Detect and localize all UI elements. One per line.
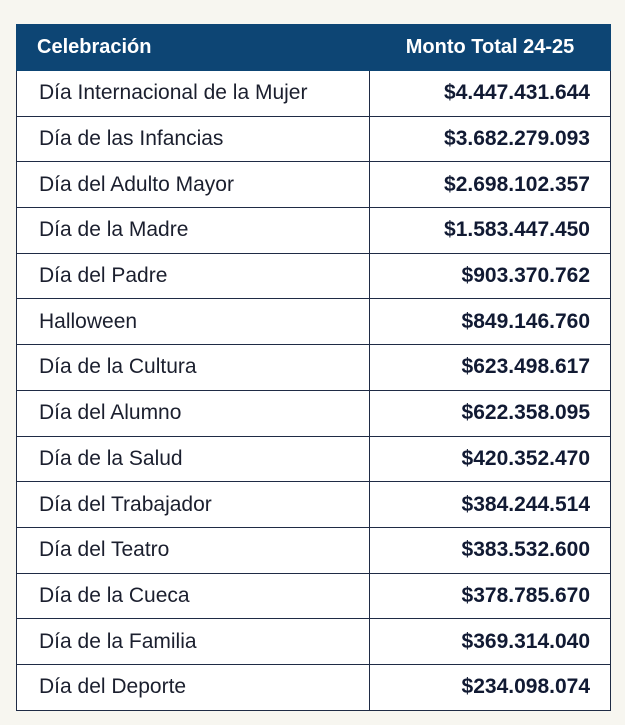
celebration-amount: $378.785.670 — [370, 573, 611, 619]
celebration-amount: $849.146.760 — [370, 299, 611, 345]
celebration-name: Día del Padre — [17, 253, 370, 299]
table-row — [17, 208, 611, 254]
table-body — [17, 71, 611, 711]
celebration-amount: $420.352.470 — [370, 436, 611, 482]
celebration-name: Día del Adulto Mayor — [17, 162, 370, 208]
header-row — [17, 25, 611, 71]
table-row — [17, 664, 611, 710]
table-row — [17, 253, 611, 299]
celebration-amount: $622.358.095 — [370, 390, 611, 436]
celebration-amount: $2.698.102.357 — [370, 162, 611, 208]
celebration-name: Día del Deporte — [17, 664, 370, 710]
celebration-amount: $383.532.600 — [370, 527, 611, 573]
celebration-name: Día de la Madre — [17, 208, 370, 254]
table-row — [17, 573, 611, 619]
celebration-name: Día del Trabajador — [17, 482, 370, 528]
celebration-amount: $369.314.040 — [370, 619, 611, 665]
table-row — [17, 619, 611, 665]
table-row — [17, 116, 611, 162]
celebration-amount: $903.370.762 — [370, 253, 611, 299]
table-row — [17, 390, 611, 436]
celebration-amount: $1.583.447.450 — [370, 208, 611, 254]
celebration-amount: $234.098.074 — [370, 664, 611, 710]
table-row — [17, 436, 611, 482]
celebration-name: Día de la Cultura — [17, 345, 370, 391]
celebrations-table-container — [16, 24, 610, 711]
table-row — [17, 71, 611, 117]
table-header — [17, 25, 611, 71]
celebration-name: Día del Alumno — [17, 390, 370, 436]
table-row — [17, 482, 611, 528]
header-amount: Monto Total 24-25 — [370, 25, 611, 71]
celebration-name: Día de la Salud — [17, 436, 370, 482]
celebration-name: Día de la Familia — [17, 619, 370, 665]
celebration-name: Día de las Infancias — [17, 116, 370, 162]
table-row — [17, 162, 611, 208]
celebration-amount: $623.498.617 — [370, 345, 611, 391]
header-celebration: Celebración — [17, 25, 370, 71]
celebration-amount: $3.682.279.093 — [370, 116, 611, 162]
celebration-name: Día de la Cueca — [17, 573, 370, 619]
celebration-amount: $4.447.431.644 — [370, 71, 611, 117]
celebration-name: Día del Teatro — [17, 527, 370, 573]
celebrations-table — [16, 24, 611, 711]
table-row — [17, 345, 611, 391]
table-row — [17, 527, 611, 573]
table-row — [17, 299, 611, 345]
celebration-name: Halloween — [17, 299, 370, 345]
celebration-name: Día Internacional de la Mujer — [17, 71, 370, 117]
celebration-amount: $384.244.514 — [370, 482, 611, 528]
